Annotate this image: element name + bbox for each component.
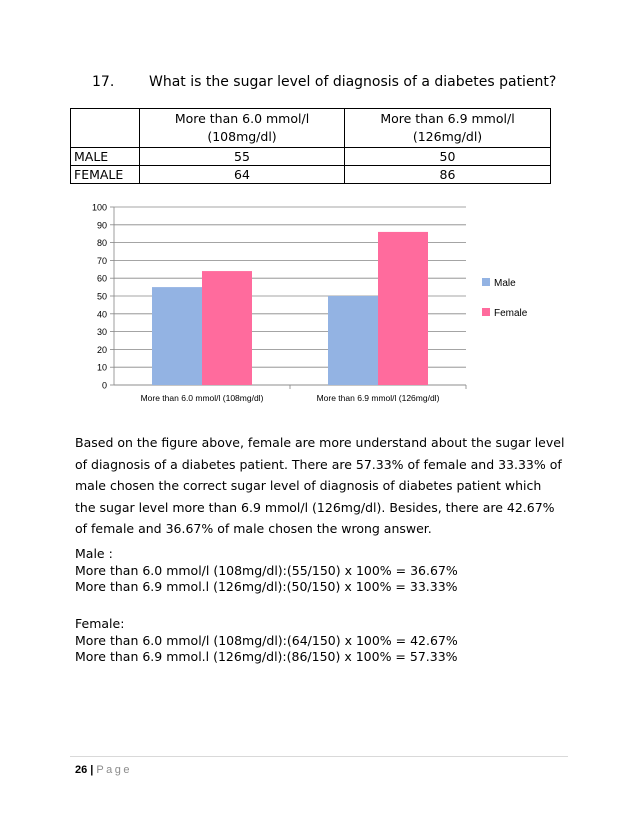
female-calc-line-2: More than 6.9 mmol.l (126mg/dl):(86/150) x 100% = 57.33% xyxy=(75,649,458,665)
y-tick-label: 10 xyxy=(96,362,107,373)
male-calculation xyxy=(75,546,458,596)
bar-male-2 xyxy=(328,296,378,385)
table-header-col-2 xyxy=(345,109,551,148)
y-tick-label: 60 xyxy=(96,273,107,284)
legend-label-male: Male xyxy=(494,278,516,289)
question-number: 17. xyxy=(92,74,115,90)
bar-female-1 xyxy=(202,271,252,385)
x-tick-label: More than 6.9 mmol/l (126mg/dl) xyxy=(316,393,440,403)
y-tick-label: 0 xyxy=(101,380,107,391)
table-header-col-2-line-1: More than 6.9 mmol/l xyxy=(380,111,515,126)
table-header-col-2-line-2: (126mg/dl) xyxy=(412,129,483,144)
bar-chart xyxy=(70,195,550,415)
male-calc-title: Male : xyxy=(75,546,113,561)
legend-swatch-male xyxy=(482,278,490,286)
bar-male-1 xyxy=(152,287,202,385)
table-header-row xyxy=(71,109,551,148)
female-calc-title: Female: xyxy=(75,616,125,631)
y-tick-label: 90 xyxy=(96,220,107,231)
analysis-paragraph: Based on the figure above, female are more understand about the sugar level of diagnosis of a diabetes patient. There are 57.33% of female and 33.33% of male chosen the correct sugar level of diagnosis of diabetes patient which the sugar level more than 6.9 mmol/l (126mg/dl). Besides, there are 42.67% of female and 36.67% of male chosen the wrong answer. xyxy=(75,435,565,537)
y-tick-label: 100 xyxy=(91,202,107,213)
table-header-col-1 xyxy=(140,109,345,148)
row-label-female: FEMALE xyxy=(71,166,140,184)
response-table xyxy=(70,108,551,184)
legend-swatch-female xyxy=(482,308,490,316)
page-word: Page xyxy=(96,764,133,776)
female-calc-line-1: More than 6.0 mmol/l (108mg/dl):(64/150) x 100% = 42.67% xyxy=(75,632,458,648)
cell-female-col-1: 64 xyxy=(140,166,345,184)
cell-female-col-2: 86 xyxy=(345,166,551,184)
female-calculation xyxy=(75,616,458,666)
table-header-col-1-line-2: (108mg/dl) xyxy=(207,129,277,144)
question-text: What is the sugar level of diagnosis of a diabetes patient? xyxy=(149,74,557,90)
cell-male-col-2: 50 xyxy=(345,148,551,166)
cell-male-col-1: 55 xyxy=(140,148,345,166)
legend-label-female: Female xyxy=(494,308,528,319)
male-calc-line-1: More than 6.0 mmol/l (108mg/dl):(55/150) x 100% = 36.67% xyxy=(75,562,458,578)
page-footer xyxy=(75,764,132,776)
row-label-male: MALE xyxy=(71,148,140,166)
x-tick-label: More than 6.0 mmol/l (108mg/dl) xyxy=(140,393,264,403)
footer-separator: | xyxy=(90,764,94,776)
y-tick-label: 80 xyxy=(96,238,107,249)
y-tick-label: 70 xyxy=(96,255,107,266)
table-header-empty xyxy=(71,109,140,148)
table-header-col-1-line-1: More than 6.0 mmol/l xyxy=(174,111,310,126)
page-number: 26 xyxy=(75,764,88,776)
y-tick-label: 40 xyxy=(96,309,107,320)
male-calc-line-2: More than 6.9 mmol.l (126mg/dl):(50/150) x 100% = 33.33% xyxy=(75,579,458,595)
y-tick-label: 30 xyxy=(96,327,107,338)
y-tick-label: 20 xyxy=(96,344,107,355)
bar-female-2 xyxy=(378,232,428,385)
table-row xyxy=(71,148,551,166)
y-tick-label: 50 xyxy=(96,291,107,302)
footer-divider xyxy=(70,756,568,757)
table-row xyxy=(71,166,551,184)
